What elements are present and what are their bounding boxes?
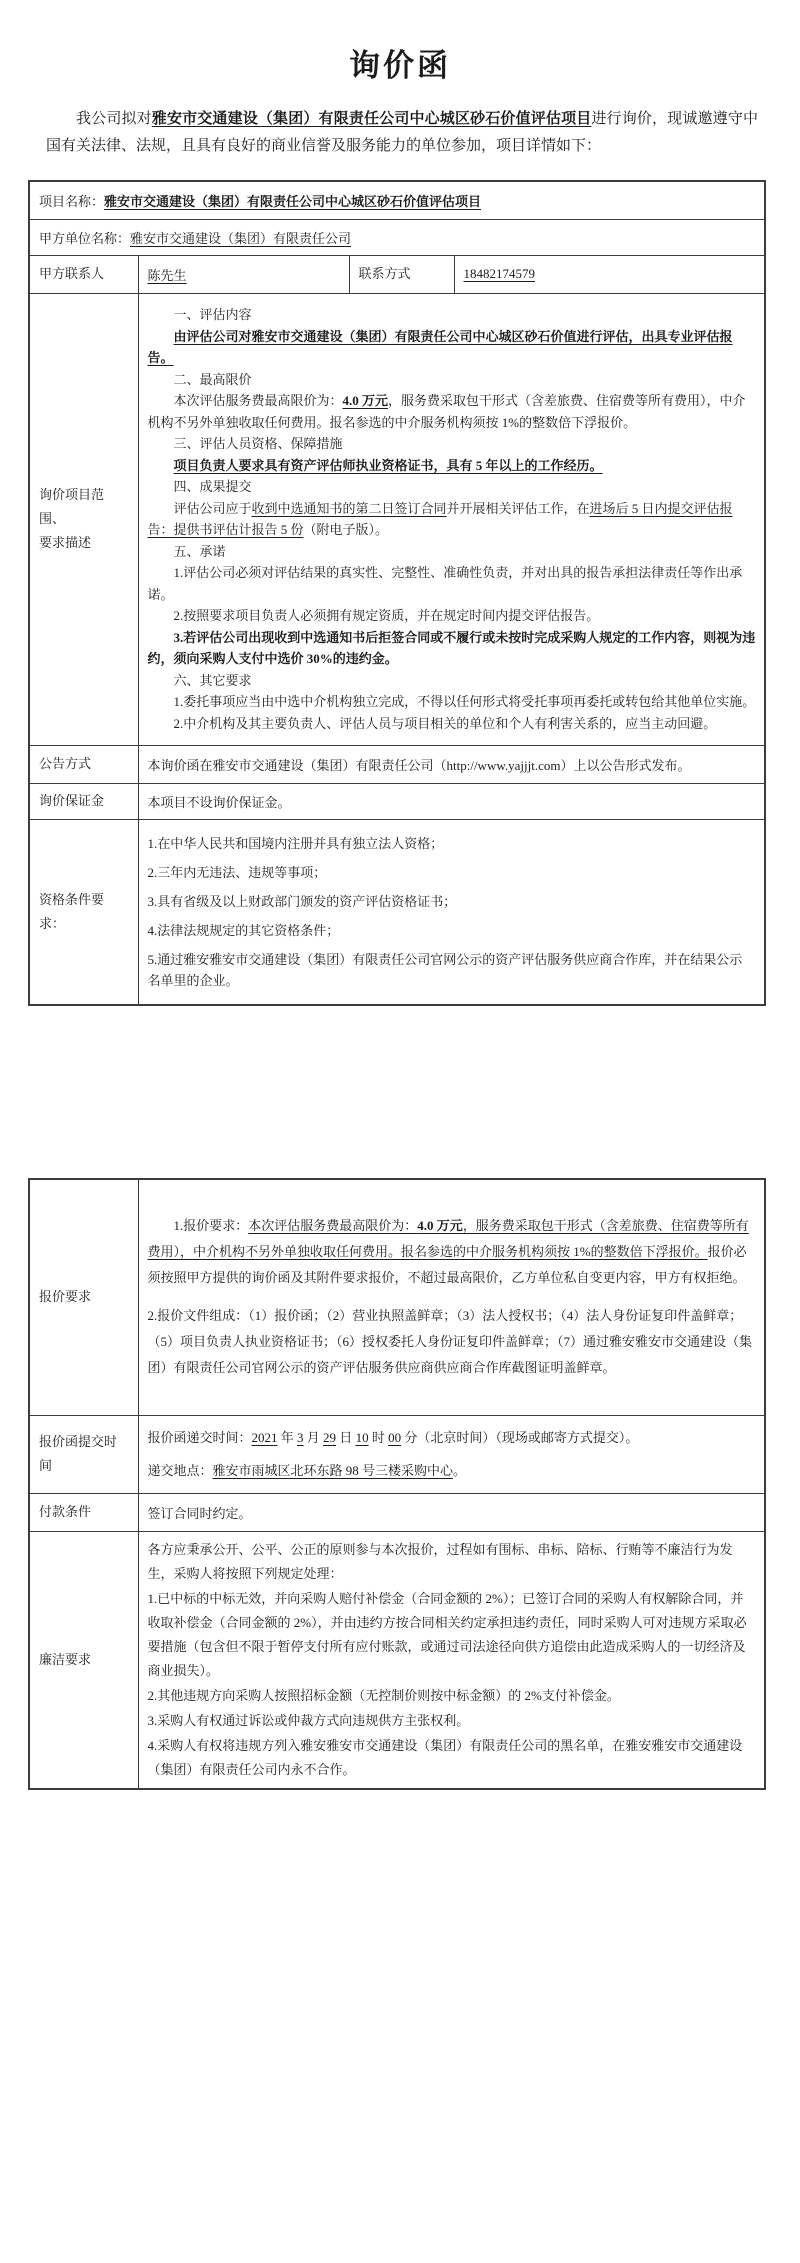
text-run: 四、成果提交 — [173, 479, 252, 494]
paragraph — [148, 390, 759, 433]
text-run: 间 — [39, 1458, 53, 1473]
table-row-contact — [29, 255, 765, 293]
text-run: 二、最高限价 — [173, 371, 252, 387]
text-run: 联系方式 — [358, 266, 411, 281]
text-run: 报价必须按照甲方提供的询价函及其附件要求报价，不超过最高限价，乙方单位私自变更内容，甲方有权拒绝。 — [147, 1244, 747, 1286]
text-run: 询价保证金 — [39, 793, 105, 808]
intro-paragraph — [46, 106, 758, 160]
text-run: 五、承诺 — [173, 543, 226, 559]
paragraph — [39, 1648, 129, 1672]
paragraph — [148, 605, 759, 627]
paragraph — [148, 562, 759, 605]
text-run: 由评估公司对雅安市交通建设（集团）有限责任公司中心城区砂石价值进行评估，出具专业评估报告。 — [147, 328, 733, 365]
announcement-value — [138, 745, 765, 783]
text-run: 日 — [336, 1430, 356, 1445]
paragraph — [39, 483, 129, 531]
paragraph — [148, 1684, 756, 1708]
text-run: 项目名称： — [39, 193, 105, 209]
text-run: 。 — [453, 1463, 467, 1478]
text-run: 报价函提交时 — [39, 1434, 118, 1449]
text-run: 时 — [368, 1430, 389, 1445]
paragraph — [148, 541, 759, 563]
project-info-table — [28, 180, 766, 1006]
scope-content — [138, 293, 765, 745]
text-run: 4.法律法规规定的其它资格条件； — [147, 922, 340, 938]
page-title: 询价函 — [349, 48, 451, 83]
paragraph — [148, 691, 759, 713]
text-run: 1.委托事项应当由中选中介机构独立完成，不得以任何形式将受托事项再委托或转包给其他单位实施。 — [173, 694, 756, 709]
text-run: 三、评估人员资格、保障措施 — [173, 436, 343, 451]
text-run: 分（北京时间）（现场或邮寄方式提交）。 — [401, 1430, 639, 1445]
text-run: 要求描述 — [39, 535, 92, 550]
text-run: 2.报价文件组成：（1）报价函；（2）营业执照盖鲜章；（3）法人授权书；（4）法人身份证复印件盖鲜章；（5）项目负责人执业资格证书；（6）授权委托人身份证复印件盖鲜章；（7）通过雅安雅安市交通建设（集团）有限责任公司官网公示的资产评估服务供应商供应商合作库截图证明盖鲜章。 — [147, 1308, 753, 1376]
integrity-content — [138, 1531, 765, 1789]
text-run: 一、评估内容 — [173, 307, 252, 322]
text-run: 雅安市交通建设（集团）有限责任公司中心城区砂石价值评估项目 — [151, 111, 592, 127]
paragraph — [148, 433, 759, 455]
text-run: 甲方单位名称： — [39, 230, 131, 246]
text-run: 六、其它要求 — [173, 672, 252, 688]
text-run: ，服务费采取包干形式（含差旅费、住宿费等所有费用），中介机构不另外单独收取任何费用。报名参选的中介服务机构须按 1%的整数倍下浮报价。 — [147, 393, 746, 430]
text-run: 3 — [297, 1430, 304, 1445]
text-run: 收到中选通知书的第二日签订合同 — [251, 500, 447, 516]
paragraph — [148, 891, 756, 912]
text-run: 29 — [323, 1430, 337, 1445]
text-run: 签订合同时约定。 — [147, 1505, 252, 1521]
text-run: 3.具有省级及以上财政部门颁发的资产评估资格证书； — [147, 893, 457, 909]
paragraph — [148, 1421, 756, 1454]
paragraph — [148, 833, 756, 854]
table-row-submission-time — [29, 1415, 765, 1493]
text-run: 5.通过雅安雅安市交通建设（集团）有限责任公司官网公示的资产评估服务供应商合作库，并在结果公示名单里的企业。 — [147, 951, 743, 988]
text-run: 公告方式 — [39, 756, 92, 771]
text-run: 询价项目范围、 — [39, 487, 105, 526]
table-row-scope — [29, 293, 765, 745]
table-row-party-a-name — [29, 219, 765, 255]
paragraph — [39, 1285, 129, 1309]
text-run: 各方应秉承公开、公平、公正的原则参与本次报价，过程如有围标、串标、陪标、行贿等不廉洁行为发生，采购人将按照下列规定处理： — [147, 1541, 733, 1581]
scope-label — [29, 293, 138, 745]
paragraph — [148, 1303, 756, 1381]
text-run: 雅安市交通建设（集团）有限责任公司 — [130, 230, 352, 246]
deposit-label — [29, 783, 138, 819]
table-row-project-name — [29, 181, 765, 219]
project-name-cell — [29, 181, 765, 219]
text-run: 2.按照要求项目负责人必须拥有规定资质，并在规定时间内提交评估报告。 — [173, 608, 600, 623]
text-run: 进行询价，现诚邀遵守中国有关法律、法规，且具有良好的商业信誉及服务能力的单位参加，项目详情如下： — [46, 111, 758, 154]
text-run: 10 — [355, 1430, 369, 1445]
party-a-name-cell — [29, 219, 765, 255]
quotation-terms-table — [28, 1178, 766, 1790]
paragraph — [148, 1538, 756, 1586]
payment-terms-value — [138, 1493, 765, 1531]
text-run: 4.采购人有权将违规方列入雅安雅安市交通建设（集团）有限责任公司的黑名单，在雅安雅安市交通建设（集团）有限责任公司内永不合作。 — [147, 1737, 743, 1777]
table-row-payment-terms — [29, 1493, 765, 1531]
text-run: 3.采购人有权通过诉讼或仲裁方式向违规供方主张权利。 — [147, 1712, 470, 1728]
text-run: 18482174579 — [463, 266, 535, 281]
text-run: 1.已中标的中标无效，并向采购人赔付补偿金（合同金额的 2%）；已签订合同的采购人有权解除合同，并收取补偿金（合同金额的 2%），并由违约方按合同相关约定承担违约责任，同时采购人可对违规方采取必要措施（包含但不限于暂停支付所有应付账款，或通过司法途径向供方追偿由此造成采购人的一切经济及商业损失）。 — [147, 1590, 747, 1678]
quote-requirements-label — [29, 1179, 138, 1415]
paragraph — [148, 326, 759, 369]
paragraph — [148, 1709, 756, 1733]
quote-requirements-content — [138, 1179, 765, 1415]
submission-time-content — [138, 1415, 765, 1493]
paragraph — [148, 713, 759, 735]
paragraph — [148, 1454, 756, 1487]
integrity-label — [29, 1531, 138, 1789]
paragraph — [148, 1734, 756, 1782]
paragraph — [148, 498, 759, 541]
table-row-announcement — [29, 745, 765, 783]
text-run: 1.在中华人民共和国境内注册并具有独立法人资格； — [147, 835, 444, 851]
paragraph — [148, 455, 759, 477]
text-run: （附电子版）。 — [303, 522, 389, 537]
paragraph — [148, 627, 759, 670]
text-run: 3.若评估公司出现收到中选通知书后拒签合同或不履行或未按时完成采购人规定的工作内容，则视为违约，须向采购人支付中选价 30%的违约金。 — [147, 629, 756, 666]
table-row-integrity — [29, 1531, 765, 1789]
text-run: 本次评估服务费最高限价为： — [173, 393, 343, 408]
text-run: 雅安市交通建设（集团）有限责任公司中心城区砂石价值评估项目 — [104, 193, 482, 209]
paragraph — [148, 949, 756, 991]
contact-person-value — [138, 255, 349, 293]
text-run: 评估公司应于 — [173, 500, 252, 516]
paragraph — [148, 476, 759, 498]
text-run: 雅安市雨城区北环东路 98 号三楼采购中心 — [212, 1463, 454, 1478]
text-run: 廉洁要求 — [39, 1651, 92, 1667]
paragraph — [39, 1430, 129, 1454]
paragraph — [148, 304, 759, 326]
submission-time-label — [29, 1415, 138, 1493]
text-run: 1.报价要求： — [173, 1218, 249, 1234]
text-run: 月 — [303, 1430, 324, 1445]
paragraph — [148, 1213, 756, 1291]
payment-terms-label — [29, 1493, 138, 1531]
text-run: 本项目不设询价保证金。 — [147, 794, 291, 810]
table-row-quote-requirements — [29, 1179, 765, 1415]
paragraph — [39, 531, 129, 555]
text-run: 项目负责人要求具有资产评估师执业资格证书，具有 5 年以上的工作经历。 — [173, 457, 603, 473]
text-run: 年 — [277, 1430, 298, 1445]
text-run: 报价函递交时间： — [147, 1430, 252, 1445]
table-row-deposit — [29, 783, 765, 819]
paragraph — [148, 670, 759, 692]
text-run: 甲方联系人 — [39, 266, 105, 281]
text-run: 报价要求 — [39, 1289, 92, 1305]
text-run: 递交地点： — [147, 1463, 213, 1478]
paragraph — [148, 1587, 756, 1683]
contact-method-label — [349, 255, 454, 293]
text-run: 2.中介机构及其主要负责人、评估人员与项目相关的单位和个人有利害关系的，应当主动回避。 — [173, 715, 717, 731]
text-run: 本询价函在雅安市交通建设（集团）有限责任公司（http://www.yajjjt.com）上以公告形式发布。 — [147, 757, 691, 773]
text-run: 00 — [388, 1430, 402, 1445]
text-run: 并开展相关评估工作，在 — [446, 500, 590, 516]
deposit-value — [138, 783, 765, 819]
contact-method-value — [454, 255, 765, 293]
text-run: 资格条件要求： — [39, 891, 105, 931]
text-run: 2.三年内无违法、违规等事项； — [147, 864, 327, 880]
text-run: 2021 — [251, 1430, 278, 1445]
text-run: 4.0 万元 — [342, 393, 389, 408]
text-run: 2.其他违规方向采购人按照招标金额（无控制价则按中标金额）的 2%支付补偿金。 — [147, 1687, 620, 1703]
text-run: 1.评估公司必须对评估结果的真实性、完整性、准确性负责，并对出具的报告承担法律责任等作出承诺。 — [147, 565, 743, 602]
text-run: 付款条件 — [39, 1504, 92, 1519]
text-run: ，服务费采取包干形式（含差旅费、住宿费等所有费用），中介机构不另外单独收取任何费用。报名参选的中介服务机构须按 1%的整数倍下浮报价。 — [147, 1218, 749, 1260]
paragraph — [148, 920, 756, 941]
paragraph — [148, 862, 756, 883]
qualification-label — [29, 819, 138, 1005]
text-run: 我公司拟对 — [76, 111, 152, 127]
text-run: 进场后 5 日内提交评估报告：提供书评估计报告 5 份 — [147, 500, 733, 537]
paragraph — [148, 369, 759, 391]
qualification-content — [138, 819, 765, 1005]
announcement-label — [29, 745, 138, 783]
table-row-qualification — [29, 819, 765, 1005]
paragraph — [39, 1454, 129, 1478]
text-run: 4.0 万元 — [417, 1218, 463, 1234]
contact-person-label — [29, 255, 138, 293]
text-run: 陈先生 — [147, 267, 187, 283]
text-run: 本次评估服务费最高限价为： — [248, 1218, 418, 1234]
